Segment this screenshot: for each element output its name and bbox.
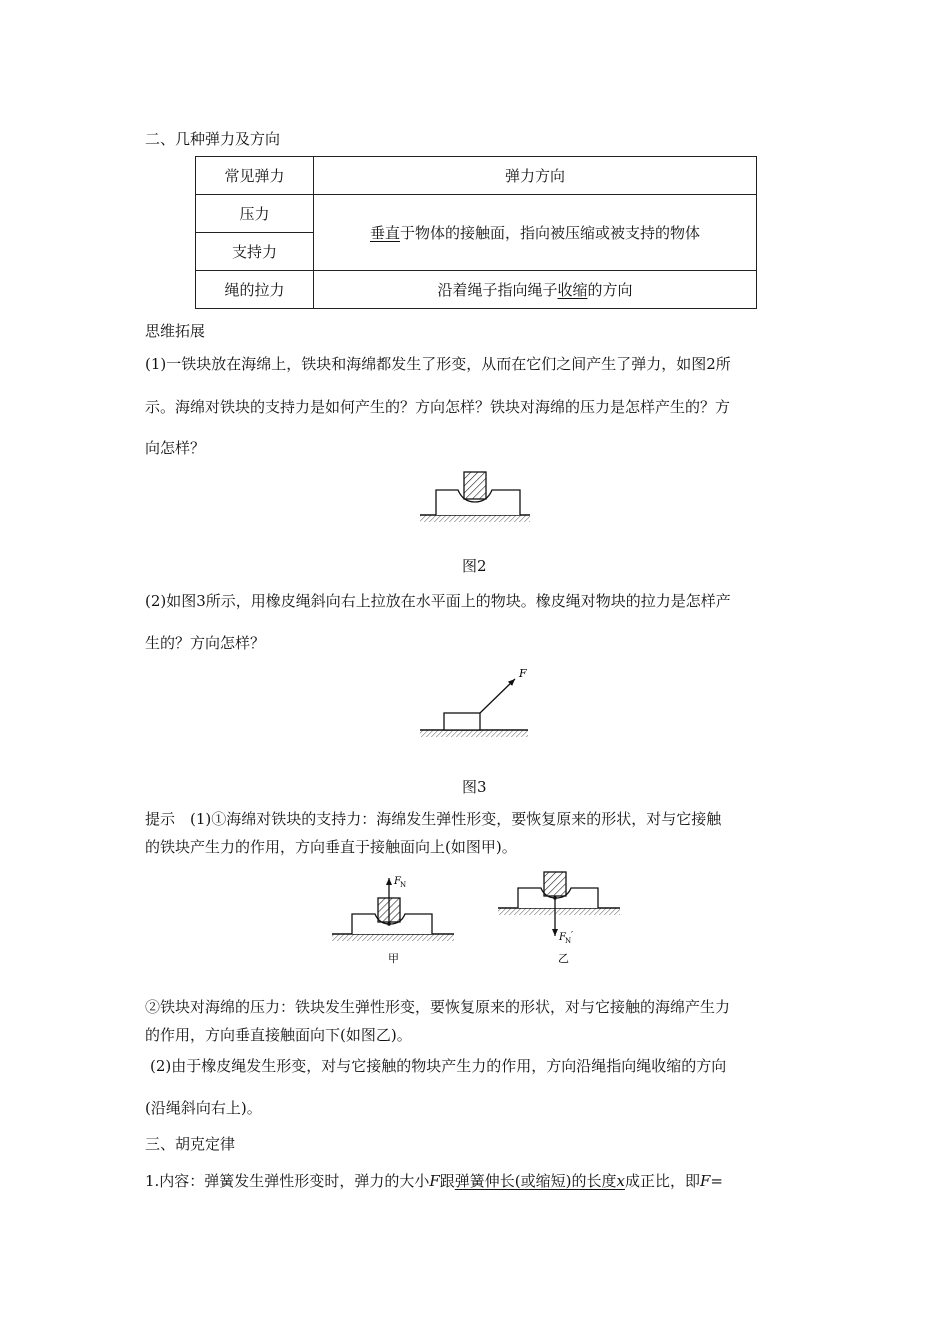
hint-line-2: 的铁块产生力的作用，方向垂直于接触面向上(如图甲)。	[145, 838, 517, 856]
hooke-law-content: 1.内容：弹簧发生弹性形变时，弹力的大小F跟弹簧伸长(或缩短)的长度x成正比，即F=	[145, 1172, 723, 1190]
table-header-force: 常见弹力	[196, 157, 314, 195]
hint2-line-1: ②铁块对海绵的压力：铁块发生弹性形变，要恢复原来的形状，对与它接触的海绵产生力	[145, 998, 731, 1016]
force-arrow	[480, 679, 515, 713]
section-3-heading: 三、胡克定律	[145, 1135, 236, 1153]
force-label-F: F	[559, 932, 566, 943]
force-label-F: F	[519, 667, 527, 680]
hint-line-1: 提示 (1)①海绵对铁块的支持力：海绵发生弹性形变，要恢复原来的形状，对与它接触	[145, 810, 722, 828]
figure-2-caption: 图2	[462, 557, 487, 575]
underlined-vertical: 垂直	[369, 224, 400, 242]
question-1-line-1: (1)一铁块放在海绵上，铁块和海绵都发生了形变，从而在它们之间产生了弹力，如图2所	[145, 355, 731, 373]
table-header-direction: 弹力方向	[314, 157, 757, 195]
force-subscript-N: N	[565, 937, 572, 945]
block	[444, 713, 480, 730]
ground-hatch	[332, 934, 454, 941]
ground-hatch	[498, 908, 620, 915]
ground-hatch	[420, 730, 528, 737]
hint2-line-2: 的作用，方向垂直接触面向下(如图乙)。	[145, 1026, 412, 1044]
elastic-force-table	[195, 156, 757, 309]
force-prime: ′	[571, 931, 574, 941]
figure-2	[418, 468, 533, 523]
contact-point	[387, 922, 391, 926]
section-2-heading: 二、几种弹力及方向	[145, 130, 281, 148]
table-cell-rope: 绳的拉力	[196, 271, 314, 309]
ground-hatch	[420, 515, 530, 522]
figure-jia-caption: 甲	[388, 952, 399, 965]
hint3-line-1: (2)由于橡皮绳发生形变，对与它接触的物块产生力的作用，方向沿绳指向绳收缩的方向	[150, 1057, 727, 1075]
figure-3-caption: 图3	[462, 778, 487, 796]
question-2-line-1: (2)如图3所示，用橡皮绳斜向右上拉放在水平面上的物块。橡皮绳对物块的拉力是怎样产	[145, 592, 731, 610]
figure-jia	[330, 868, 460, 968]
symbol-F-2: F	[699, 1172, 711, 1190]
table-cell-pressure: 压力	[196, 195, 314, 233]
force-label-F: F	[394, 876, 401, 887]
direction-1-rest: 于物体的接触面，指向被压缩或被支持的物体	[400, 224, 701, 242]
table-cell-direction-1	[314, 195, 757, 271]
question-1-line-2: 示。海绵对铁块的支持力是如何产生的？方向怎样？铁块对海绵的压力是怎样产生的？方	[145, 398, 731, 416]
iron-block	[464, 472, 486, 499]
figure-yi-caption: 乙	[558, 952, 569, 965]
symbol-F: F	[429, 1172, 440, 1190]
contact-point	[553, 896, 557, 900]
thinking-title: 思维拓展	[145, 322, 206, 340]
table-cell-direction-2: 沿着绳子指向绳子收缩的方向	[314, 271, 757, 309]
question-1-line-3: 向怎样？	[145, 439, 206, 457]
figure-3	[418, 665, 533, 745]
iron-block	[544, 872, 566, 896]
underlined-contract: 收缩	[557, 281, 588, 299]
underlined-elongation: 弹簧伸长(或缩短)的长度	[454, 1172, 617, 1190]
force-subscript-N: N	[400, 881, 407, 889]
table-cell-support: 支持力	[196, 233, 314, 271]
figure-yi	[496, 868, 626, 968]
hint3-line-2: (沿绳斜向右上)。	[145, 1099, 262, 1117]
symbol-x: x	[616, 1172, 625, 1190]
question-2-line-2: 生的？方向怎样？	[145, 634, 266, 652]
